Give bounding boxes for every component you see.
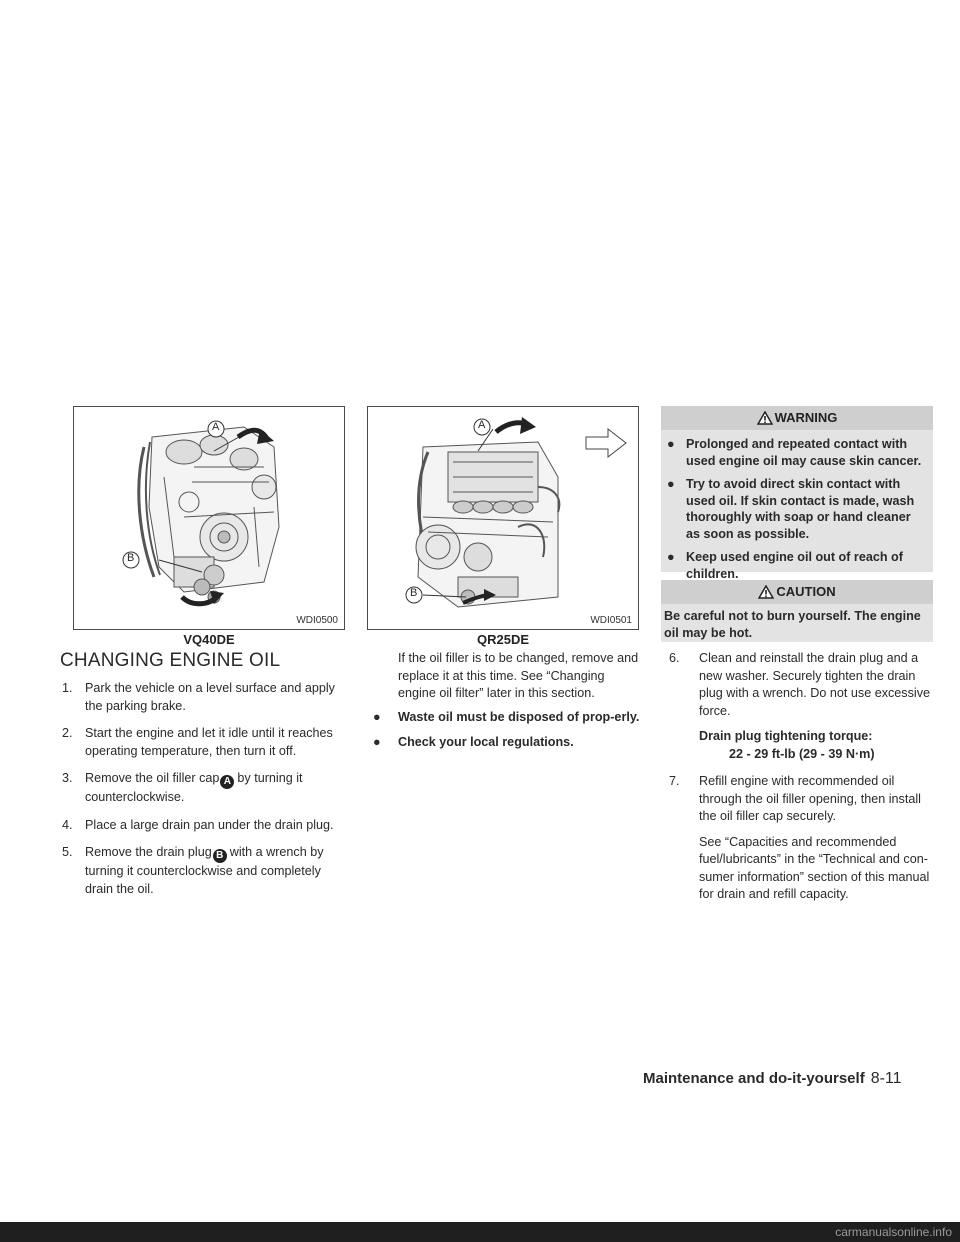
warning-item [667,549,927,582]
caution-box [661,580,933,642]
capacity-reference: See “Capacities and recommended fuel/lubricants” in the “Technical and con-sumer information” section of this manual for drain and refill capacity. [699,834,930,901]
warning-triangle-icon [757,411,773,425]
callout-b: B [410,587,418,599]
callout-b: B [127,552,135,564]
step-item [62,817,352,835]
torque-value: 22 - 29 ft-lb (29 - 39 N·m) [729,746,875,761]
bullet-item [373,709,643,727]
oil-filter-paragraph: If the oil filler is to be changed, remove and replace it at this time. See “Changing engine oil filter” later in this section. [398,651,639,700]
bullet-text: Check your local regulations. [398,735,574,749]
step-number: 6. [669,651,680,665]
figure-code: WDI0500 [296,615,338,626]
figure-caption: VQ40DE [183,632,235,647]
column-right [661,650,933,904]
callout-a: A [478,419,486,431]
caution-title: CAUTION [776,584,836,599]
step-item [62,844,352,898]
section-title: CHANGING ENGINE OIL [60,650,281,671]
step-text: with a wrench by turning it counterclockwise and completely drain the oil. [85,845,324,896]
callout-badge-b: B [213,849,227,863]
step-text: Remove the drain plug [85,845,212,859]
step-number: 4. [62,817,73,832]
caution-header [661,580,933,604]
engine-figure-qr25de [367,406,639,630]
page-number: 8-11 [870,1070,902,1087]
torque-spec [661,728,933,763]
step-text: Start the engine and let it idle until it reaches operating temperature, then turn it off. [85,726,333,758]
step-item [62,725,352,760]
step-text: Refill engine with recommended oil through the oil filler opening, then install the oil filler cap securely. [699,774,921,823]
engine-figure-vq40de [73,406,345,630]
watermark: carmanualsonline.info [0,1222,960,1242]
bullet-icon: ● [667,437,675,451]
step-item [62,770,352,807]
step-text: Place a large drain pan under the drain plug. [85,817,334,832]
callout-badge-a: A [220,775,234,789]
warning-title: WARNING [774,410,838,425]
bullet-item [373,734,643,752]
column-middle [373,650,643,760]
step-number: 5. [62,845,73,859]
step-number: 7. [669,774,680,788]
warning-text: Keep used engine oil out of reach of children. [686,550,903,581]
torque-label: Drain plug tightening torque: [699,729,873,743]
vq40de-engine-illustration [74,407,345,630]
caution-triangle-icon [758,585,774,599]
step-item [661,773,933,826]
figure-code: WDI0501 [590,615,632,626]
step-item [62,680,352,715]
bullet-icon: ● [373,709,381,724]
step-text: by turning it counterclockwise. [85,771,303,804]
step-number: 2. [62,726,73,740]
warning-text: Try to avoid direct skin contact with used oil. If skin contact is made, wash thoroughly with soap or hand cleaner as soon as possible. [686,477,915,541]
step-item [661,650,933,720]
footer-section-title: Maintenance and do-it-yourself [643,1070,865,1087]
page-footer [643,1070,902,1088]
bullet-icon: ● [373,735,381,749]
step-number: 3. [62,771,73,785]
caution-text: Be careful not to burn yourself. The engine oil may be hot. [664,609,921,640]
step-number: 1. [62,681,73,695]
procedure-steps [62,680,352,908]
callout-a: A [212,421,220,433]
warning-item [667,436,927,469]
bullet-text: Waste oil must be disposed of prop-erly. [398,709,640,724]
step-text: Park the vehicle on a level surface and apply the parking brake. [85,681,335,713]
warning-item [667,476,927,542]
bullet-icon: ● [667,550,675,564]
qr25de-engine-illustration [368,407,639,630]
warning-text: Prolonged and repeated contact with used engine oil may cause skin cancer. [686,437,922,468]
figure-caption: QR25DE [476,632,530,647]
bullet-icon: ● [667,477,675,491]
step-text: Clean and reinstall the drain plug and a new washer. Securely tighten the drain plug with a wrench. Do not use excessive force. [699,651,931,718]
warning-header [661,406,933,430]
warning-items [661,430,933,582]
step-text: Remove the oil filler cap [85,771,220,785]
warning-box [661,406,933,581]
